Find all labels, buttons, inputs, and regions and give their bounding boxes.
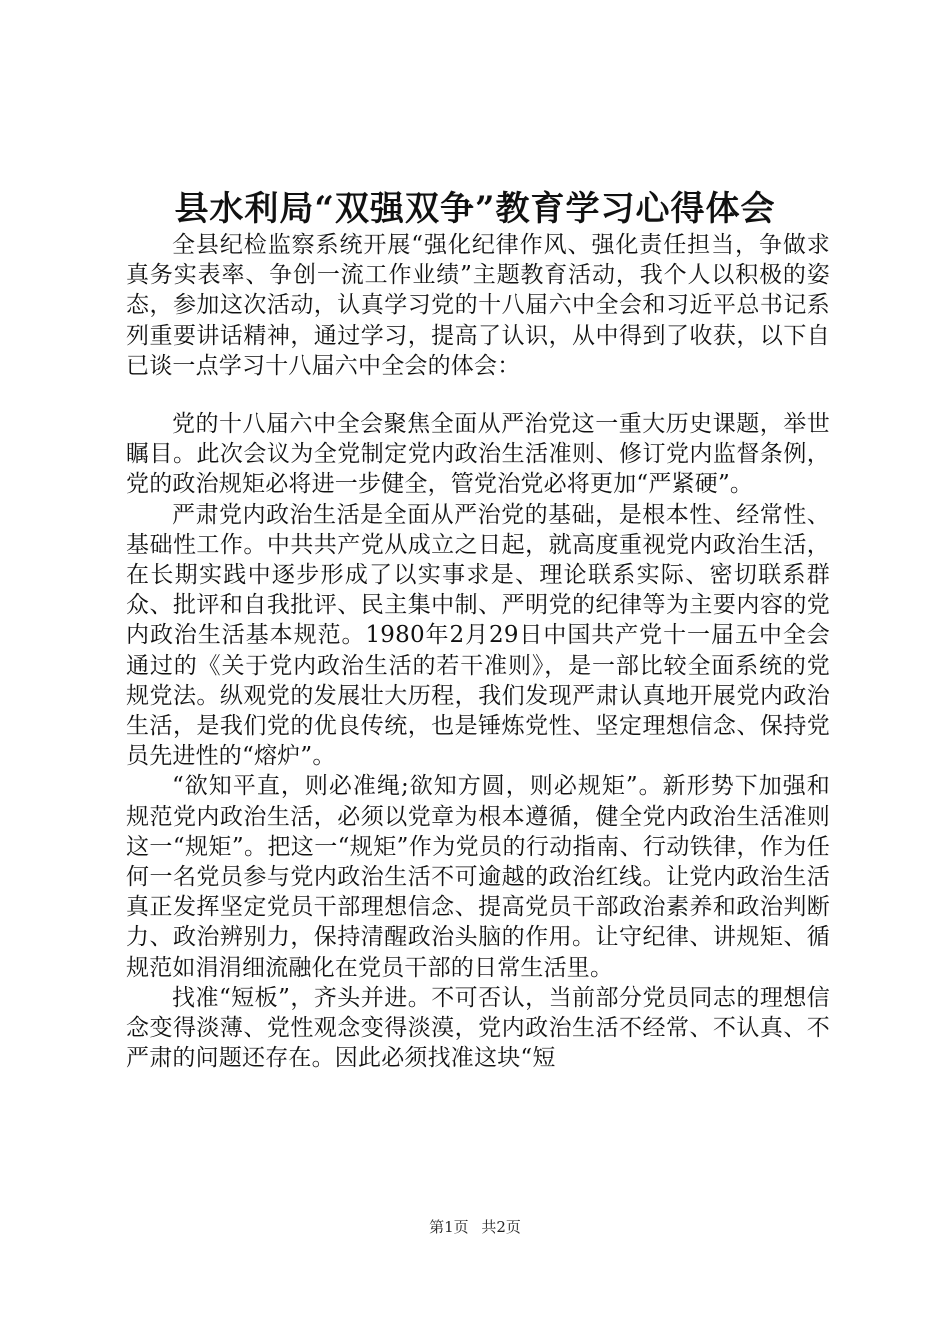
page-total: 共2页: [481, 1218, 521, 1236]
paragraph-intro: 全县纪检监察系统开展“强化纪律作风、强化责任担当，争做求真务实表率、争创一流工作业绩”主题教育活动，我个人以积极的姿态，参加这次活动，认真学习党的十八届六中全会和习近平总书记系列重要讲话精神，通过学习，提高了认识，从中得到了收获，以下自已谈一点学习十八届六中全会的体会：: [126, 232, 830, 379]
document-body: [126, 230, 830, 1073]
page-number: 第1页: [429, 1218, 469, 1236]
paragraph-4: “欲知平直，则必准绳;欲知方圆，则必规矩”。新形势下加强和规范党内政治生活，必须以党章为根本遵循，健全党内政治生活准则这一“规矩”。把这一“规矩”作为党员的行动指南、行动铁律，作为任何一名党员参与党内政治生活不可逾越的政治红线。让党内政治生活真正发挥坚定党员干部理想信念、提高党员干部政治素养和政治判断力、政治辨别力，保持清醒政治头脑的作用。让守纪律、讲规矩、循规范如涓涓细流融化在党员干部的日常生活里。: [126, 773, 830, 981]
page-footer: [0, 1217, 950, 1237]
document-title: 县水利局“双强双争”教育学习心得体会: [174, 189, 776, 229]
paragraph-2: 党的十八届六中全会聚焦全面从严治党这一重大历史课题，举世瞩目。此次会议为全党制定党内政治生活准则、修订党内监督条例，党的政治规矩必将进一步健全，管党治党必将更加“严紧硬”。: [126, 411, 830, 498]
paragraph-3: 严肃党内政治生活是全面从严治党的基础，是根本性、经常性、基础性工作。中共共产党从成立之日起，就高度重视党内政治生活，在长期实践中逐步形成了以实事求是、理论联系实际、密切联系群众、批评和自我批评、民主集中制、严明党的纪律等为主要内容的党内政治生活基本规范。1980年2月29日中国共产党十一届五中全会通过的《关于党内政治生活的若干准则》，是一部比较全面系统的党规党法。纵观党的发展壮大历程，我们发现严肃认真地开展党内政治生活，是我们党的优良传统，也是锤炼党性、坚定理想信念、保持党员先进性的“熔炉”。: [126, 501, 830, 770]
paragraph-5: 找准“短板”，齐头并进。不可否认，当前部分党员同志的理想信念变得淡薄、党性观念变得淡漠，党内政治生活不经常、不认真、不严肃的问题还存在。因此必须找准这块“短: [126, 984, 830, 1072]
paragraph-gap: [126, 381, 830, 409]
